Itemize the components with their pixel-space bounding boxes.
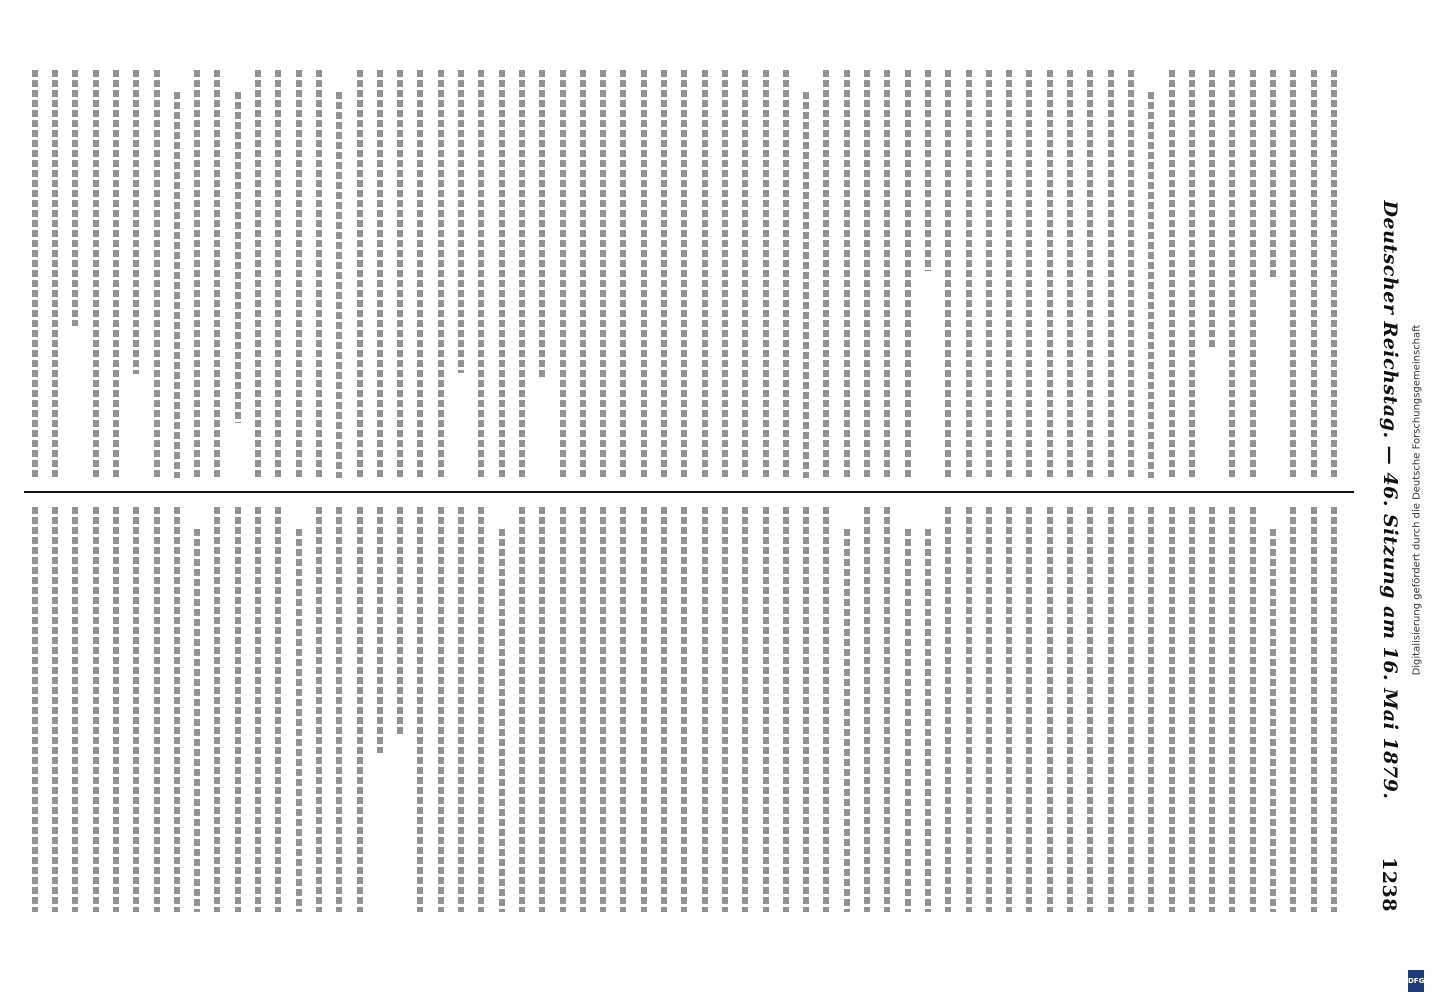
text-line-placeholder: [844, 70, 850, 478]
text-line-placeholder: [1290, 70, 1296, 478]
text-line-placeholder: [681, 70, 687, 478]
text-line-placeholder: [1108, 70, 1114, 478]
text-line-placeholder: [215, 70, 221, 478]
text-line-placeholder: [1006, 507, 1012, 912]
text-line-placeholder: [357, 70, 363, 478]
text-line-placeholder: [925, 70, 931, 271]
text-line-placeholder: [1148, 507, 1154, 912]
text-line-placeholder: [1189, 70, 1195, 478]
text-line-placeholder: [966, 70, 972, 478]
text-line-placeholder: [803, 92, 809, 478]
text-line-placeholder: [844, 529, 850, 912]
text-column-right: [24, 507, 1344, 912]
text-line-placeholder: [154, 507, 160, 912]
text-line-placeholder: [519, 70, 525, 478]
text-line-placeholder: [763, 507, 769, 912]
text-line-placeholder: [722, 507, 728, 912]
text-line-placeholder: [235, 507, 241, 912]
text-line-placeholder: [641, 70, 647, 478]
text-line-placeholder: [1027, 70, 1033, 478]
text-line-placeholder: [661, 507, 667, 912]
column-rule: [24, 491, 1354, 493]
text-line-placeholder: [397, 70, 403, 478]
text-line-placeholder: [113, 507, 119, 912]
text-line-placeholder: [377, 507, 383, 753]
text-line-placeholder: [560, 507, 566, 912]
dfg-logo-icon: DFG: [1408, 970, 1424, 992]
text-line-placeholder: [113, 70, 119, 478]
text-line-placeholder: [1148, 92, 1154, 478]
running-title: Deutscher Reichstag. — 46. Sitzung am 16. Mai 1879.: [1379, 200, 1401, 800]
text-line-placeholder: [580, 70, 586, 478]
text-line-placeholder: [945, 507, 951, 912]
text-line-placeholder: [702, 507, 708, 912]
text-line-placeholder: [478, 70, 484, 478]
text-line-placeholder: [194, 529, 200, 912]
text-line-placeholder: [133, 507, 139, 912]
text-line-placeholder: [864, 70, 870, 478]
text-line-placeholder: [72, 70, 78, 326]
text-line-placeholder: [600, 70, 606, 478]
body-area: [24, 70, 1344, 912]
text-line-placeholder: [905, 70, 911, 478]
text-line-placeholder: [1067, 507, 1073, 912]
text-line-placeholder: [864, 507, 870, 912]
text-line-placeholder: [580, 507, 586, 912]
text-line-placeholder: [1128, 507, 1134, 912]
text-line-placeholder: [458, 507, 464, 912]
text-line-placeholder: [438, 70, 444, 478]
text-line-placeholder: [1209, 507, 1215, 912]
text-line-placeholder: [621, 507, 627, 912]
text-line-placeholder: [661, 70, 667, 478]
text-line-placeholder: [1189, 507, 1195, 912]
text-line-placeholder: [641, 507, 647, 912]
text-line-placeholder: [1270, 529, 1276, 912]
text-line-placeholder: [32, 70, 38, 478]
text-line-placeholder: [1209, 70, 1215, 348]
text-line-placeholder: [560, 70, 566, 478]
text-line-placeholder: [478, 507, 484, 912]
text-line-placeholder: [783, 70, 789, 478]
text-line-placeholder: [316, 507, 322, 912]
text-line-placeholder: [1128, 70, 1134, 478]
text-line-placeholder: [93, 507, 99, 912]
text-line-placeholder: [296, 529, 302, 912]
text-line-placeholder: [539, 70, 545, 380]
text-line-placeholder: [174, 92, 180, 478]
text-line-placeholder: [1169, 70, 1175, 478]
text-line-placeholder: [600, 507, 606, 912]
text-line-placeholder: [1250, 507, 1256, 912]
text-line-placeholder: [1006, 70, 1012, 478]
text-line-placeholder: [702, 70, 708, 478]
digitization-note-text: Digitalisierung gefördert durch die Deutsche Forschungsgemeinschaft: [1411, 324, 1423, 676]
text-line-placeholder: [742, 507, 748, 912]
text-line-placeholder: [539, 507, 545, 912]
text-line-placeholder: [499, 529, 505, 912]
text-line-placeholder: [824, 507, 830, 912]
text-line-placeholder: [438, 507, 444, 912]
text-line-placeholder: [1230, 70, 1236, 478]
text-line-placeholder: [397, 507, 403, 735]
text-line-placeholder: [1047, 70, 1053, 478]
text-line-placeholder: [336, 507, 342, 912]
text-line-placeholder: [1027, 507, 1033, 912]
text-line-placeholder: [418, 507, 424, 912]
text-line-placeholder: [925, 529, 931, 912]
text-line-placeholder: [1169, 507, 1175, 912]
text-line-placeholder: [316, 70, 322, 478]
text-line-placeholder: [986, 70, 992, 478]
text-line-placeholder: [884, 507, 890, 912]
text-line-placeholder: [174, 507, 180, 912]
text-line-placeholder: [275, 507, 281, 912]
text-line-placeholder: [255, 70, 261, 478]
text-line-placeholder: [1270, 70, 1276, 280]
text-line-placeholder: [966, 507, 972, 912]
text-line-placeholder: [986, 507, 992, 912]
text-line-placeholder: [336, 92, 342, 478]
text-line-placeholder: [621, 70, 627, 478]
text-line-placeholder: [824, 70, 830, 478]
text-line-placeholder: [215, 507, 221, 912]
text-line-placeholder: [519, 507, 525, 912]
text-line-placeholder: [194, 70, 200, 478]
text-line-placeholder: [1331, 70, 1337, 478]
text-line-placeholder: [1290, 507, 1296, 912]
text-line-placeholder: [133, 70, 139, 374]
text-column-left: [24, 70, 1344, 478]
text-line-placeholder: [418, 70, 424, 478]
text-line-placeholder: [32, 507, 38, 912]
text-line-placeholder: [905, 529, 911, 912]
text-line-placeholder: [1087, 507, 1093, 912]
text-line-placeholder: [357, 507, 363, 912]
text-line-placeholder: [1087, 70, 1093, 478]
digitization-note: [1402, 0, 1432, 1000]
text-line-placeholder: [1108, 507, 1114, 912]
text-line-placeholder: [884, 70, 890, 478]
text-line-placeholder: [722, 70, 728, 478]
text-line-placeholder: [377, 70, 383, 478]
text-line-placeholder: [154, 70, 160, 478]
text-line-placeholder: [1230, 507, 1236, 912]
page-number: 1238: [1378, 857, 1400, 912]
text-line-placeholder: [296, 70, 302, 478]
text-line-placeholder: [1250, 70, 1256, 478]
text-line-placeholder: [742, 70, 748, 478]
text-line-placeholder: [235, 92, 241, 423]
text-line-placeholder: [499, 70, 505, 478]
text-line-placeholder: [783, 507, 789, 912]
text-line-placeholder: [275, 70, 281, 478]
text-line-placeholder: [1331, 507, 1337, 912]
text-line-placeholder: [803, 507, 809, 912]
text-line-placeholder: [763, 70, 769, 478]
text-line-placeholder: [1311, 507, 1317, 912]
text-line-placeholder: [945, 70, 951, 478]
text-line-placeholder: [1067, 70, 1073, 478]
text-line-placeholder: [458, 70, 464, 373]
text-line-placeholder: [52, 70, 58, 478]
text-line-placeholder: [1311, 70, 1317, 478]
text-line-placeholder: [255, 507, 261, 912]
text-line-placeholder: [52, 507, 58, 912]
text-line-placeholder: [681, 507, 687, 912]
text-line-placeholder: [1047, 507, 1053, 912]
text-line-placeholder: [72, 507, 78, 912]
text-line-placeholder: [93, 70, 99, 478]
